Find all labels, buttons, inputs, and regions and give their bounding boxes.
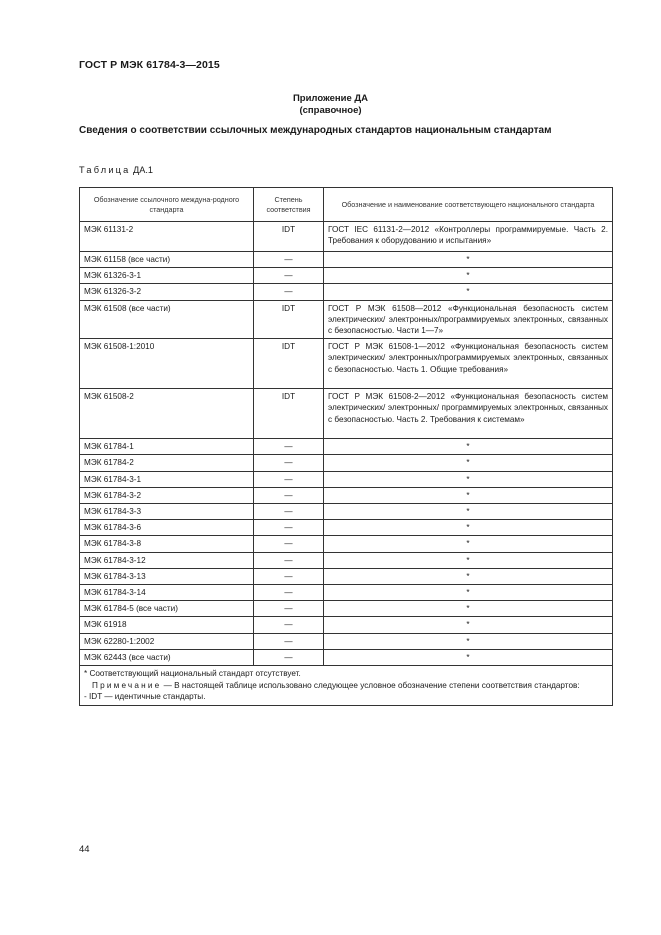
cell-reference: МЭК 61131-2 bbox=[80, 222, 254, 252]
cell-degree: — bbox=[254, 268, 324, 284]
cell-reference: МЭК 61784-5 (все части) bbox=[80, 601, 254, 617]
cell-national: * bbox=[324, 633, 613, 649]
correspondence-table bbox=[79, 187, 613, 706]
page-number: 44 bbox=[79, 844, 90, 855]
cell-degree: — bbox=[254, 617, 324, 633]
cell-reference: МЭК 61158 (все части) bbox=[80, 252, 254, 268]
cell-national: * bbox=[324, 536, 613, 552]
cell-national: * bbox=[324, 617, 613, 633]
cell-reference: МЭК 61784-3-3 bbox=[80, 504, 254, 520]
table-row bbox=[80, 585, 613, 601]
cell-national: ГОСТ IEC 61131-2—2012 «Контроллеры программируемые. Часть 2. Требования к оборудованию и испытания» bbox=[324, 222, 613, 252]
table-row bbox=[80, 649, 613, 665]
table-notes-row bbox=[80, 666, 613, 706]
cell-national: * bbox=[324, 520, 613, 536]
table-row bbox=[80, 520, 613, 536]
cell-national: * bbox=[324, 504, 613, 520]
cell-degree: — bbox=[254, 552, 324, 568]
cell-reference: МЭК 61508-1:2010 bbox=[80, 339, 254, 389]
table-row bbox=[80, 633, 613, 649]
table-row bbox=[80, 487, 613, 503]
cell-national: ГОСТ Р МЭК 61508-2—2012 «Функциональная безопасность систем электрических/ электронных/ программируемых электронных, связанных с безопасностью. Часть 2. Требования к системам» bbox=[324, 389, 613, 439]
cell-degree: — bbox=[254, 649, 324, 665]
cell-degree: IDT bbox=[254, 300, 324, 339]
cell-degree: — bbox=[254, 487, 324, 503]
cell-reference: МЭК 61784-3-13 bbox=[80, 568, 254, 584]
table-row bbox=[80, 504, 613, 520]
cell-national: * bbox=[324, 585, 613, 601]
cell-reference: МЭК 61326-3-2 bbox=[80, 284, 254, 300]
cell-national: * bbox=[324, 268, 613, 284]
cell-national: * bbox=[324, 252, 613, 268]
appendix-title: Приложение ДА bbox=[292, 93, 369, 104]
cell-degree: IDT bbox=[254, 389, 324, 439]
table-row bbox=[80, 552, 613, 568]
cell-national: ГОСТ Р МЭК 61508-1—2012 «Функциональная безопасность систем электрических/ электронных/программируемых электронных, связанных с безопасностью. Часть 1. Общие требования» bbox=[324, 339, 613, 389]
cell-national: * bbox=[324, 471, 613, 487]
header-degree: Степень соответствия bbox=[254, 188, 324, 222]
header-reference-standard: Обозначение ссылочного междуна-родного стандарта bbox=[80, 188, 254, 222]
appendix-subtitle: (справочное) bbox=[299, 105, 362, 116]
table-row bbox=[80, 300, 613, 339]
cell-degree: — bbox=[254, 536, 324, 552]
table-row bbox=[80, 455, 613, 471]
table-row bbox=[80, 536, 613, 552]
table-row bbox=[80, 471, 613, 487]
cell-degree: — bbox=[254, 439, 324, 455]
footnote: * Соответствующий национальный стандарт отсутствует. bbox=[84, 669, 301, 679]
cell-national: * bbox=[324, 284, 613, 300]
cell-national: * bbox=[324, 568, 613, 584]
table-caption-label: Таблица bbox=[79, 165, 131, 175]
section-title: Сведения о соответствии ссылочных международных стандартов национальным стандартам bbox=[79, 125, 552, 136]
table-row bbox=[80, 568, 613, 584]
cell-national: * bbox=[324, 455, 613, 471]
table-row bbox=[80, 222, 613, 252]
cell-reference: МЭК 61784-3-12 bbox=[80, 552, 254, 568]
table-row bbox=[80, 601, 613, 617]
cell-reference: МЭК 61784-3-2 bbox=[80, 487, 254, 503]
table-row bbox=[80, 268, 613, 284]
cell-reference: МЭК 61784-3-6 bbox=[80, 520, 254, 536]
cell-reference: МЭК 61784-3-1 bbox=[80, 471, 254, 487]
cell-reference: МЭК 61784-2 bbox=[80, 455, 254, 471]
table-row bbox=[80, 284, 613, 300]
cell-degree: — bbox=[254, 252, 324, 268]
cell-reference: МЭК 61784-1 bbox=[80, 439, 254, 455]
cell-degree: — bbox=[254, 504, 324, 520]
document-code: ГОСТ Р МЭК 61784-3—2015 bbox=[79, 59, 220, 71]
table-row bbox=[80, 439, 613, 455]
table-row bbox=[80, 339, 613, 389]
table-row bbox=[80, 252, 613, 268]
note-text: — В настоящей таблице использовано следующее условное обозначение степени соответствия стандартов: bbox=[161, 680, 580, 690]
cell-degree: IDT bbox=[254, 222, 324, 252]
header-national-standard: Обозначение и наименование соответствующего национального стандарта bbox=[324, 188, 613, 222]
cell-degree: — bbox=[254, 284, 324, 300]
cell-national: * bbox=[324, 649, 613, 665]
cell-degree: — bbox=[254, 471, 324, 487]
note-item: - IDT — идентичные стандарты. bbox=[84, 692, 206, 702]
cell-reference: МЭК 61326-3-1 bbox=[80, 268, 254, 284]
cell-national: * bbox=[324, 552, 613, 568]
cell-degree: — bbox=[254, 455, 324, 471]
cell-reference: МЭК 61508-2 bbox=[80, 389, 254, 439]
table-caption bbox=[79, 165, 153, 175]
cell-reference: МЭК 62443 (все части) bbox=[80, 649, 254, 665]
table-header-row bbox=[80, 188, 613, 222]
cell-reference: МЭК 62280-1:2002 bbox=[80, 633, 254, 649]
cell-degree: — bbox=[254, 601, 324, 617]
cell-national: * bbox=[324, 487, 613, 503]
cell-degree: — bbox=[254, 633, 324, 649]
table-notes bbox=[80, 666, 613, 706]
cell-degree: — bbox=[254, 520, 324, 536]
cell-national: * bbox=[324, 601, 613, 617]
note-label: Примечание bbox=[92, 680, 162, 690]
cell-national: ГОСТ Р МЭК 61508—2012 «Функциональная безопасность систем электрических/ электронных/программируемых электронных, связанных с безопасностью. Части 1—7» bbox=[324, 300, 613, 339]
table-caption-number: ДА.1 bbox=[133, 165, 154, 175]
cell-degree: — bbox=[254, 568, 324, 584]
cell-degree: — bbox=[254, 585, 324, 601]
cell-degree: IDT bbox=[254, 339, 324, 389]
cell-reference: МЭК 61918 bbox=[80, 617, 254, 633]
table-row bbox=[80, 617, 613, 633]
note-paragraph bbox=[84, 680, 608, 692]
table-row bbox=[80, 389, 613, 439]
cell-national: * bbox=[324, 439, 613, 455]
cell-reference: МЭК 61508 (все части) bbox=[80, 300, 254, 339]
cell-reference: МЭК 61784-3-8 bbox=[80, 536, 254, 552]
cell-reference: МЭК 61784-3-14 bbox=[80, 585, 254, 601]
